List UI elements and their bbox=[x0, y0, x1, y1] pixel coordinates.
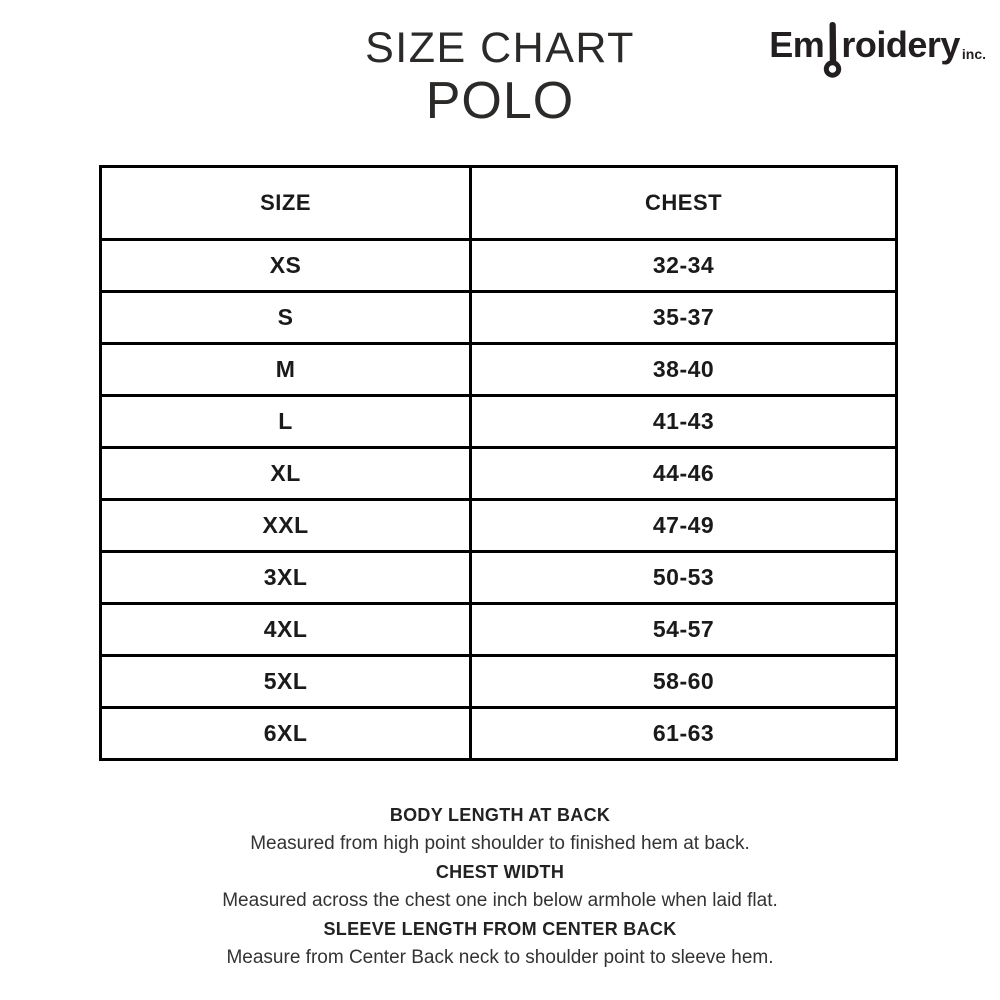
note-heading-chest-width: CHEST WIDTH bbox=[435, 862, 565, 882]
size-cell: XL bbox=[101, 448, 471, 500]
table-row bbox=[101, 552, 897, 604]
table-row bbox=[101, 448, 897, 500]
chest-cell: 58-60 bbox=[471, 656, 897, 708]
chest-cell: 47-49 bbox=[471, 500, 897, 552]
logo-text-prefix: Em bbox=[769, 24, 825, 65]
chest-cell: 61-63 bbox=[471, 708, 897, 760]
size-cell: 5XL bbox=[101, 656, 471, 708]
page-title-line1: SIZE CHART bbox=[365, 24, 635, 72]
needle-b-icon bbox=[823, 22, 842, 80]
note-text-chest-width: Measured across the chest one inch below armhole when laid flat. bbox=[222, 889, 778, 911]
measurement-notes bbox=[0, 801, 1000, 972]
chest-cell: 38-40 bbox=[471, 344, 897, 396]
chest-cell: 32-34 bbox=[471, 240, 897, 292]
size-cell: L bbox=[101, 396, 471, 448]
size-cell: S bbox=[101, 292, 471, 344]
chest-column-header: CHEST bbox=[471, 167, 897, 240]
table-header-row bbox=[101, 167, 897, 240]
note-heading-sleeve-length: SLEEVE LENGTH FROM CENTER BACK bbox=[323, 919, 677, 939]
size-cell: M bbox=[101, 344, 471, 396]
chest-cell: 50-53 bbox=[471, 552, 897, 604]
logo-text-rest: roidery bbox=[841, 24, 960, 65]
size-chart-table bbox=[99, 165, 898, 761]
chest-cell: 54-57 bbox=[471, 604, 897, 656]
table-row bbox=[101, 500, 897, 552]
chest-cell: 41-43 bbox=[471, 396, 897, 448]
table-row bbox=[101, 344, 897, 396]
logo-company-suffix: inc. bbox=[961, 46, 986, 62]
table-row bbox=[101, 656, 897, 708]
size-cell: 6XL bbox=[101, 708, 471, 760]
table-row bbox=[101, 396, 897, 448]
table-row bbox=[101, 708, 897, 760]
size-column-header: SIZE bbox=[101, 167, 471, 240]
table-row bbox=[101, 240, 897, 292]
brand-logo bbox=[769, 22, 986, 80]
size-cell: 3XL bbox=[101, 552, 471, 604]
table-row bbox=[101, 604, 897, 656]
note-text-body-length: Measured from high point shoulder to finished hem at back. bbox=[250, 832, 750, 854]
chest-cell: 44-46 bbox=[471, 448, 897, 500]
page-title-line2: POLO bbox=[425, 72, 575, 130]
size-cell: 4XL bbox=[101, 604, 471, 656]
note-heading-body-length: BODY LENGTH AT BACK bbox=[389, 805, 611, 825]
table-row bbox=[101, 292, 897, 344]
size-cell: XS bbox=[101, 240, 471, 292]
size-cell: XXL bbox=[101, 500, 471, 552]
chest-cell: 35-37 bbox=[471, 292, 897, 344]
note-text-sleeve-length: Measure from Center Back neck to shoulder point to sleeve hem. bbox=[226, 946, 774, 968]
